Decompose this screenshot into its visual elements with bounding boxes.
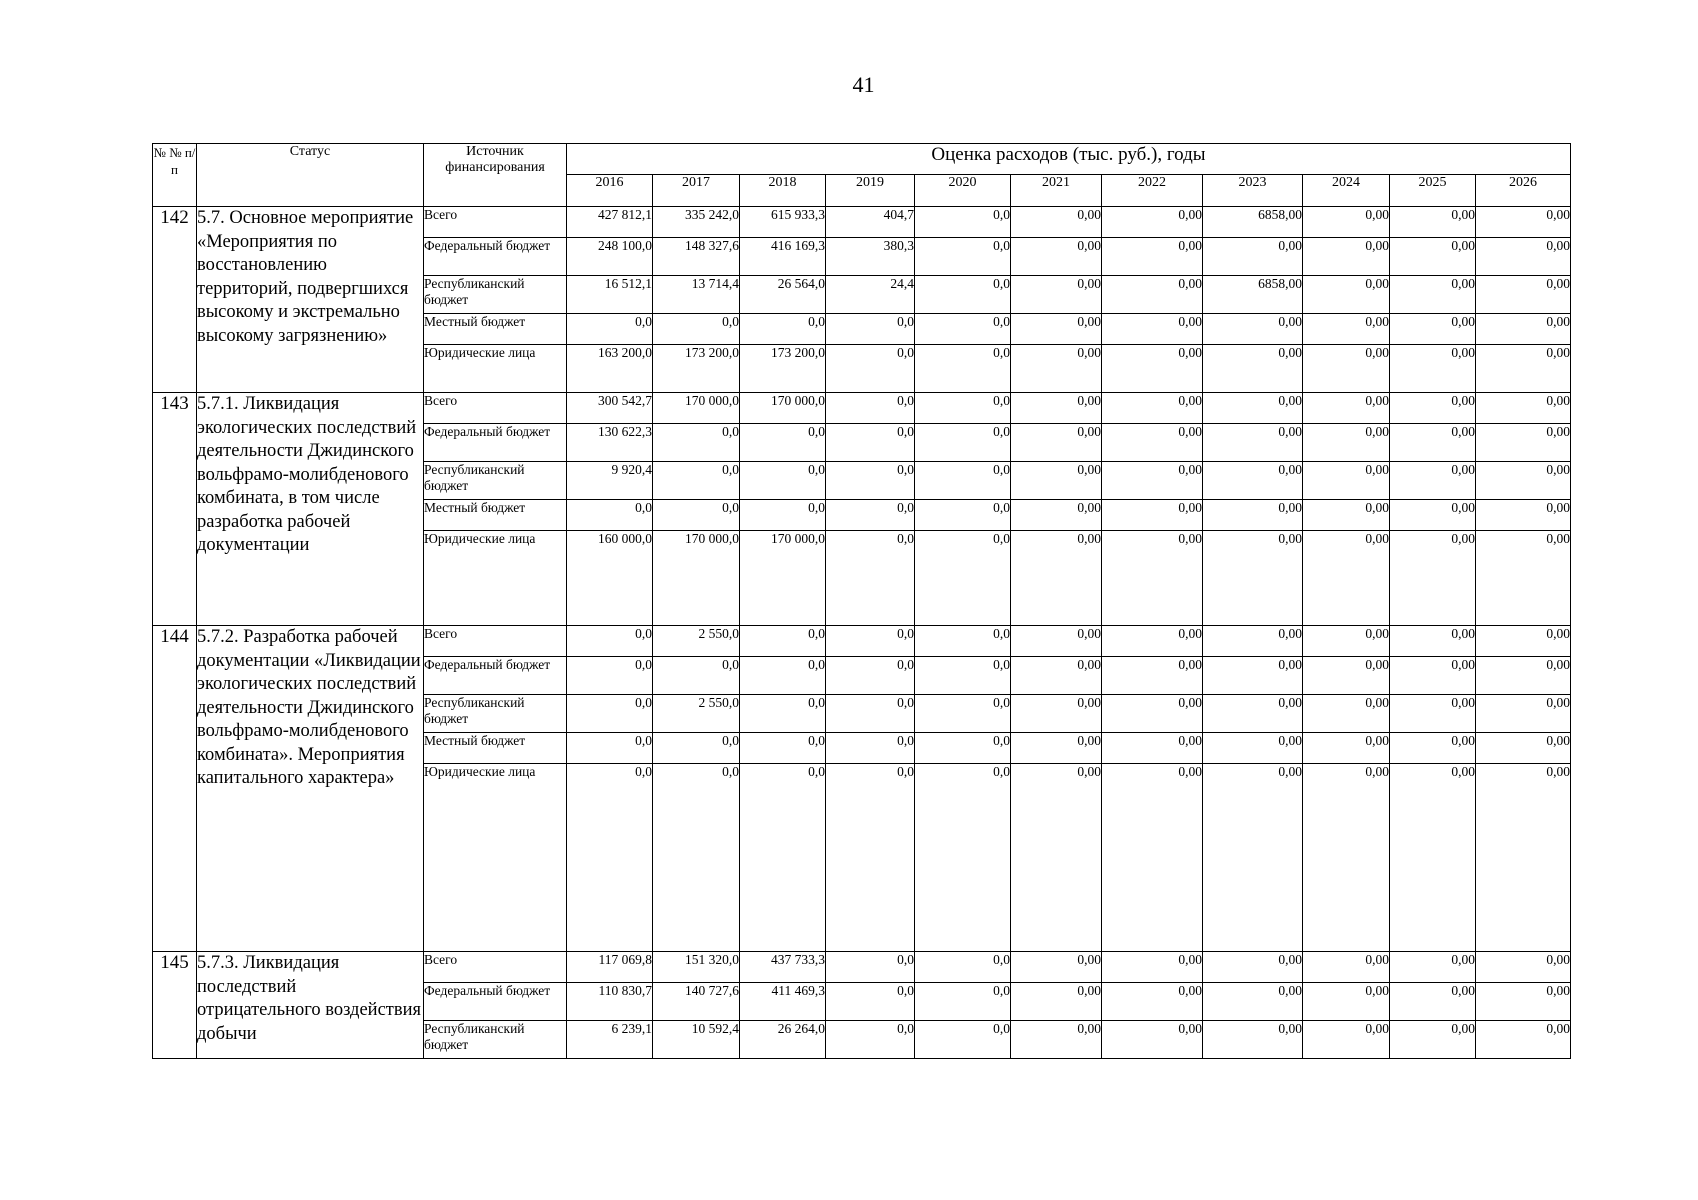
value-cell: 0,0 — [653, 764, 740, 952]
value-cell: 0,00 — [1011, 462, 1102, 500]
page-number: 41 — [852, 72, 875, 97]
value-cell: 0,00 — [1102, 983, 1203, 1021]
value-cell: 0,00 — [1303, 764, 1390, 952]
value-cell: 0,0 — [826, 1021, 915, 1059]
value-cell: 0,00 — [1390, 500, 1476, 531]
status-cell: 5.7.3. Ликвидация последствий отрицательного воздействия добычи — [197, 952, 424, 1059]
value-cell: 0,00 — [1390, 424, 1476, 462]
value-cell: 0,0 — [915, 1021, 1011, 1059]
status-cell: 5.7.2. Разработка рабочей документации «Ликвидации экологических последствий деятельности Джидинского вольфрамо-молибденового комбината». Мероприятия капитального характера» — [197, 626, 424, 952]
value-cell: 0,00 — [1203, 500, 1303, 531]
value-cell: 404,7 — [826, 207, 915, 238]
value-cell: 0,00 — [1476, 393, 1571, 424]
row-number: 142 — [153, 207, 197, 393]
value-cell: 170 000,0 — [653, 393, 740, 424]
table-row — [153, 207, 1571, 238]
value-cell: 173 200,0 — [653, 345, 740, 393]
value-cell: 0,00 — [1476, 952, 1571, 983]
value-cell: 0,00 — [1011, 276, 1102, 314]
value-cell: 0,0 — [826, 500, 915, 531]
value-cell: 0,00 — [1011, 207, 1102, 238]
value-cell: 300 542,7 — [567, 393, 653, 424]
value-cell: 0,0 — [826, 626, 915, 657]
header-year: 2020 — [915, 175, 1011, 207]
value-cell: 0,00 — [1011, 345, 1102, 393]
value-cell: 0,0 — [826, 983, 915, 1021]
header-year: 2019 — [826, 175, 915, 207]
value-cell: 0,00 — [1011, 695, 1102, 733]
value-cell: 0,00 — [1476, 500, 1571, 531]
value-cell: 0,00 — [1102, 207, 1203, 238]
value-cell: 16 512,1 — [567, 276, 653, 314]
value-cell: 0,00 — [1203, 393, 1303, 424]
value-cell: 0,00 — [1203, 952, 1303, 983]
value-cell: 0,0 — [826, 952, 915, 983]
value-cell: 0,0 — [740, 733, 826, 764]
header-year: 2026 — [1476, 175, 1571, 207]
value-cell: 0,0 — [915, 238, 1011, 276]
header-estimate: Оценка расходов (тыс. руб.), годы — [567, 144, 1571, 175]
value-cell: 0,0 — [653, 314, 740, 345]
value-cell: 416 169,3 — [740, 238, 826, 276]
value-cell: 0,00 — [1102, 345, 1203, 393]
value-cell: 0,00 — [1102, 500, 1203, 531]
value-cell: 26 264,0 — [740, 1021, 826, 1059]
value-cell: 0,00 — [1303, 500, 1390, 531]
value-cell: 0,00 — [1203, 424, 1303, 462]
value-cell: 0,00 — [1476, 276, 1571, 314]
header-year: 2018 — [740, 175, 826, 207]
value-cell: 0,0 — [567, 500, 653, 531]
value-cell: 0,00 — [1203, 695, 1303, 733]
value-cell: 0,0 — [915, 657, 1011, 695]
funding-source-cell: Республиканский бюджет — [424, 1021, 567, 1059]
value-cell: 0,00 — [1476, 695, 1571, 733]
budget-table — [152, 143, 1571, 1059]
value-cell: 0,00 — [1203, 345, 1303, 393]
value-cell: 0,0 — [567, 695, 653, 733]
value-cell: 163 200,0 — [567, 345, 653, 393]
value-cell: 0,00 — [1303, 238, 1390, 276]
value-cell: 0,0 — [915, 314, 1011, 345]
value-cell: 0,00 — [1390, 695, 1476, 733]
value-cell: 6858,00 — [1203, 276, 1303, 314]
value-cell: 0,00 — [1303, 276, 1390, 314]
value-cell: 0,00 — [1303, 462, 1390, 500]
value-cell: 0,0 — [915, 500, 1011, 531]
value-cell: 0,0 — [915, 733, 1011, 764]
value-cell: 0,0 — [915, 983, 1011, 1021]
funding-source-cell: Федеральный бюджет — [424, 983, 567, 1021]
funding-source-cell: Республиканский бюджет — [424, 276, 567, 314]
value-cell: 0,00 — [1476, 314, 1571, 345]
funding-source-cell: Юридические лица — [424, 531, 567, 626]
value-cell: 0,00 — [1011, 626, 1102, 657]
table-row — [153, 393, 1571, 424]
value-cell: 0,00 — [1011, 531, 1102, 626]
header-year: 2017 — [653, 175, 740, 207]
value-cell: 170 000,0 — [653, 531, 740, 626]
header-year: 2022 — [1102, 175, 1203, 207]
value-cell: 0,00 — [1011, 424, 1102, 462]
value-cell: 0,00 — [1476, 462, 1571, 500]
value-cell: 0,00 — [1476, 657, 1571, 695]
value-cell: 0,00 — [1303, 1021, 1390, 1059]
row-number: 144 — [153, 626, 197, 952]
value-cell: 0,0 — [567, 314, 653, 345]
value-cell: 0,00 — [1390, 531, 1476, 626]
status-cell: 5.7. Основное мероприятие «Мероприятия по восстановлению территорий, подвергшихся высокому и экстремально высокому загрязнению» — [197, 207, 424, 393]
value-cell: 0,00 — [1011, 952, 1102, 983]
funding-source-cell: Всего — [424, 952, 567, 983]
value-cell: 0,0 — [826, 345, 915, 393]
value-cell: 0,00 — [1011, 1021, 1102, 1059]
funding-source-cell: Всего — [424, 393, 567, 424]
value-cell: 0,0 — [826, 764, 915, 952]
value-cell: 0,00 — [1203, 462, 1303, 500]
value-cell: 0,00 — [1011, 657, 1102, 695]
value-cell: 0,00 — [1102, 764, 1203, 952]
funding-source-cell: Местный бюджет — [424, 500, 567, 531]
value-cell: 110 830,7 — [567, 983, 653, 1021]
value-cell: 0,00 — [1303, 983, 1390, 1021]
value-cell: 0,0 — [915, 695, 1011, 733]
value-cell: 0,00 — [1203, 983, 1303, 1021]
value-cell: 0,0 — [826, 657, 915, 695]
funding-source-cell: Всего — [424, 626, 567, 657]
status-cell: 5.7.1. Ликвидация экологических последствий деятельности Джидинского вольфрамо-молибденового комбината, в том числе разработка рабочей документации — [197, 393, 424, 626]
value-cell: 0,0 — [826, 733, 915, 764]
table-row — [153, 952, 1571, 983]
value-cell: 335 242,0 — [653, 207, 740, 238]
value-cell: 0,00 — [1203, 733, 1303, 764]
funding-source-cell: Республиканский бюджет — [424, 695, 567, 733]
value-cell: 170 000,0 — [740, 531, 826, 626]
value-cell: 148 327,6 — [653, 238, 740, 276]
value-cell: 0,0 — [915, 393, 1011, 424]
value-cell: 0,00 — [1102, 657, 1203, 695]
value-cell: 0,00 — [1011, 238, 1102, 276]
value-cell: 0,00 — [1102, 626, 1203, 657]
funding-source-cell: Всего — [424, 207, 567, 238]
value-cell: 117 069,8 — [567, 952, 653, 983]
value-cell: 0,00 — [1011, 314, 1102, 345]
header-source: Источник финансирования — [424, 144, 567, 207]
value-cell: 0,00 — [1476, 531, 1571, 626]
value-cell: 0,00 — [1102, 952, 1203, 983]
value-cell: 6858,00 — [1203, 207, 1303, 238]
value-cell: 0,0 — [915, 764, 1011, 952]
value-cell: 0,0 — [915, 424, 1011, 462]
row-number: 145 — [153, 952, 197, 1059]
value-cell: 173 200,0 — [740, 345, 826, 393]
header-status: Статус — [197, 144, 424, 207]
value-cell: 0,00 — [1011, 500, 1102, 531]
table-body — [153, 207, 1571, 1059]
value-cell: 0,00 — [1303, 207, 1390, 238]
header-year: 2021 — [1011, 175, 1102, 207]
value-cell: 0,00 — [1102, 314, 1203, 345]
header-year: 2025 — [1390, 175, 1476, 207]
table-header — [153, 144, 1571, 207]
funding-source-cell: Юридические лица — [424, 345, 567, 393]
header-no: № № п/п — [153, 144, 197, 207]
value-cell: 0,00 — [1390, 462, 1476, 500]
value-cell: 248 100,0 — [567, 238, 653, 276]
value-cell: 0,00 — [1476, 764, 1571, 952]
value-cell: 0,00 — [1390, 393, 1476, 424]
value-cell: 26 564,0 — [740, 276, 826, 314]
value-cell: 0,00 — [1102, 695, 1203, 733]
value-cell: 13 714,4 — [653, 276, 740, 314]
value-cell: 0,00 — [1303, 424, 1390, 462]
value-cell: 0,00 — [1102, 1021, 1203, 1059]
value-cell: 24,4 — [826, 276, 915, 314]
value-cell: 0,0 — [567, 657, 653, 695]
value-cell: 0,0 — [740, 695, 826, 733]
value-cell: 0,00 — [1203, 764, 1303, 952]
header-year: 2024 — [1303, 175, 1390, 207]
value-cell: 0,0 — [915, 531, 1011, 626]
value-cell: 0,0 — [915, 345, 1011, 393]
value-cell: 0,00 — [1390, 345, 1476, 393]
value-cell: 0,00 — [1102, 462, 1203, 500]
value-cell: 0,0 — [826, 424, 915, 462]
value-cell: 0,0 — [826, 393, 915, 424]
value-cell: 0,00 — [1390, 657, 1476, 695]
value-cell: 0,00 — [1203, 657, 1303, 695]
header-year: 2016 — [567, 175, 653, 207]
value-cell: 0,0 — [653, 500, 740, 531]
value-cell: 0,00 — [1303, 657, 1390, 695]
value-cell: 0,0 — [653, 657, 740, 695]
value-cell: 0,00 — [1203, 314, 1303, 345]
value-cell: 437 733,3 — [740, 952, 826, 983]
value-cell: 0,0 — [653, 462, 740, 500]
value-cell: 0,0 — [740, 500, 826, 531]
value-cell: 6 239,1 — [567, 1021, 653, 1059]
value-cell: 0,0 — [653, 733, 740, 764]
value-cell: 0,00 — [1390, 983, 1476, 1021]
value-cell: 0,00 — [1476, 983, 1571, 1021]
value-cell: 0,00 — [1390, 764, 1476, 952]
funding-source-cell: Федеральный бюджет — [424, 424, 567, 462]
value-cell: 10 592,4 — [653, 1021, 740, 1059]
funding-source-cell: Юридические лица — [424, 764, 567, 952]
row-number: 143 — [153, 393, 197, 626]
value-cell: 0,00 — [1102, 424, 1203, 462]
value-cell: 0,00 — [1102, 393, 1203, 424]
value-cell: 140 727,6 — [653, 983, 740, 1021]
value-cell: 0,00 — [1303, 531, 1390, 626]
value-cell: 0,00 — [1011, 764, 1102, 952]
value-cell: 0,00 — [1476, 424, 1571, 462]
value-cell: 2 550,0 — [653, 695, 740, 733]
value-cell: 160 000,0 — [567, 531, 653, 626]
value-cell: 0,0 — [567, 764, 653, 952]
value-cell: 0,0 — [740, 626, 826, 657]
value-cell: 0,00 — [1476, 626, 1571, 657]
value-cell: 151 320,0 — [653, 952, 740, 983]
value-cell: 0,0 — [915, 462, 1011, 500]
value-cell: 0,00 — [1390, 626, 1476, 657]
value-cell: 0,00 — [1203, 626, 1303, 657]
value-cell: 0,00 — [1390, 207, 1476, 238]
value-cell: 0,00 — [1476, 1021, 1571, 1059]
value-cell: 2 550,0 — [653, 626, 740, 657]
value-cell: 0,00 — [1476, 733, 1571, 764]
value-cell: 0,00 — [1303, 314, 1390, 345]
value-cell: 0,0 — [740, 764, 826, 952]
value-cell: 9 920,4 — [567, 462, 653, 500]
value-cell: 0,00 — [1390, 238, 1476, 276]
value-cell: 0,00 — [1303, 626, 1390, 657]
value-cell: 0,0 — [915, 207, 1011, 238]
funding-source-cell: Местный бюджет — [424, 733, 567, 764]
value-cell: 0,0 — [826, 462, 915, 500]
value-cell: 0,00 — [1303, 952, 1390, 983]
funding-source-cell: Местный бюджет — [424, 314, 567, 345]
value-cell: 170 000,0 — [740, 393, 826, 424]
value-cell: 411 469,3 — [740, 983, 826, 1021]
value-cell: 0,00 — [1203, 531, 1303, 626]
header-year: 2023 — [1203, 175, 1303, 207]
value-cell: 0,00 — [1390, 733, 1476, 764]
value-cell: 0,00 — [1102, 238, 1203, 276]
value-cell: 0,00 — [1102, 531, 1203, 626]
value-cell: 0,00 — [1303, 695, 1390, 733]
value-cell: 0,00 — [1203, 238, 1303, 276]
value-cell: 0,00 — [1303, 393, 1390, 424]
value-cell: 0,00 — [1102, 733, 1203, 764]
value-cell: 0,0 — [740, 424, 826, 462]
value-cell: 0,00 — [1476, 207, 1571, 238]
value-cell: 615 933,3 — [740, 207, 826, 238]
value-cell: 0,0 — [567, 733, 653, 764]
value-cell: 0,0 — [740, 314, 826, 345]
value-cell: 0,00 — [1476, 238, 1571, 276]
value-cell: 0,00 — [1203, 1021, 1303, 1059]
funding-source-cell: Федеральный бюджет — [424, 238, 567, 276]
value-cell: 0,0 — [740, 657, 826, 695]
value-cell: 0,0 — [567, 626, 653, 657]
value-cell: 0,00 — [1011, 393, 1102, 424]
value-cell: 0,00 — [1390, 276, 1476, 314]
value-cell: 0,0 — [915, 626, 1011, 657]
value-cell: 0,0 — [826, 531, 915, 626]
value-cell: 0,0 — [653, 424, 740, 462]
value-cell: 427 812,1 — [567, 207, 653, 238]
value-cell: 0,0 — [740, 462, 826, 500]
value-cell: 0,00 — [1303, 345, 1390, 393]
funding-source-cell: Республиканский бюджет — [424, 462, 567, 500]
value-cell: 0,0 — [826, 695, 915, 733]
value-cell: 0,0 — [826, 314, 915, 345]
value-cell: 380,3 — [826, 238, 915, 276]
value-cell: 0,00 — [1011, 733, 1102, 764]
value-cell: 0,00 — [1102, 276, 1203, 314]
value-cell: 0,00 — [1011, 983, 1102, 1021]
funding-source-cell: Федеральный бюджет — [424, 657, 567, 695]
value-cell: 0,00 — [1390, 314, 1476, 345]
value-cell: 0,00 — [1303, 733, 1390, 764]
value-cell: 0,00 — [1390, 952, 1476, 983]
table-row — [153, 626, 1571, 657]
value-cell: 0,0 — [915, 276, 1011, 314]
value-cell: 130 622,3 — [567, 424, 653, 462]
value-cell: 0,0 — [915, 952, 1011, 983]
value-cell: 0,00 — [1390, 1021, 1476, 1059]
value-cell: 0,00 — [1476, 345, 1571, 393]
